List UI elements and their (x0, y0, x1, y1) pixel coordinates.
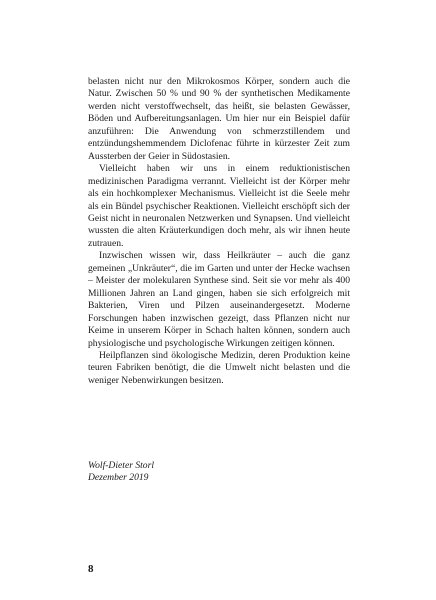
body-text (88, 76, 350, 387)
signature-block (88, 460, 350, 485)
page-number: 8 (88, 563, 94, 575)
paragraph-2: Vielleicht haben wir uns in einem reduktionistischen medizinischen Paradigma verrannt. Vielleicht ist der Körper mehr als ein hochkomplexer Mechanismus. Vielleicht ist die Seele mehr als ein Bündel psychischer Reaktionen. Vielleicht erschöpft sich der Geist nicht in neuronalen Netzwerken und Synapsen. Und vielleicht wussten die alten Kräuterkundigen doch mehr, als wir ihnen heute zutrauen. (88, 163, 350, 249)
paragraph-1: belasten nicht nur den Mikrokosmos Körper, sondern auch die Natur. Zwischen 50 % und 90 % der synthetischen Medikamente werden nicht verstoffwechselt, das heißt, sie belasten Gewässer, Böden und Aufbereitungsanlagen. Um hier nur ein Beispiel dafür anzuführen: Die Anwendung von schmerzstillendem und entzündungshemmendem Diclofenac führte in kürzester Zeit zum Aussterben der Geier in Südostasien. (88, 76, 350, 162)
paragraph-3: Inzwischen wissen wir, dass Heilkräuter – auch die ganz gemeinen „Unkräuter“, die im Garten und unter der Hecke wachsen – Meister der molekularen Synthese sind. Seit sie vor mehr als 400 Millionen Jahren an Land gingen, haben sie sich erfolgreich mit Bakterien, Viren und Pilzen auseinandergesetzt. Moderne Forschungen haben inzwischen gezeigt, dass Pflanzen nicht nur Keime in unserem Körper in Schach halten können, sondern auch physiologische und psychologische Wirkungen zeitigen können. (88, 250, 350, 349)
signature-date: Dezember 2019 (88, 472, 149, 484)
author-name: Wolf-Dieter Storl (88, 460, 154, 471)
paragraph-4: Heilpflanzen sind ökologische Medizin, deren Produktion keine teuren Fabriken benötigt, die die Umwelt nicht belasten und die weniger Nebenwirkungen besitzen. (88, 349, 350, 386)
